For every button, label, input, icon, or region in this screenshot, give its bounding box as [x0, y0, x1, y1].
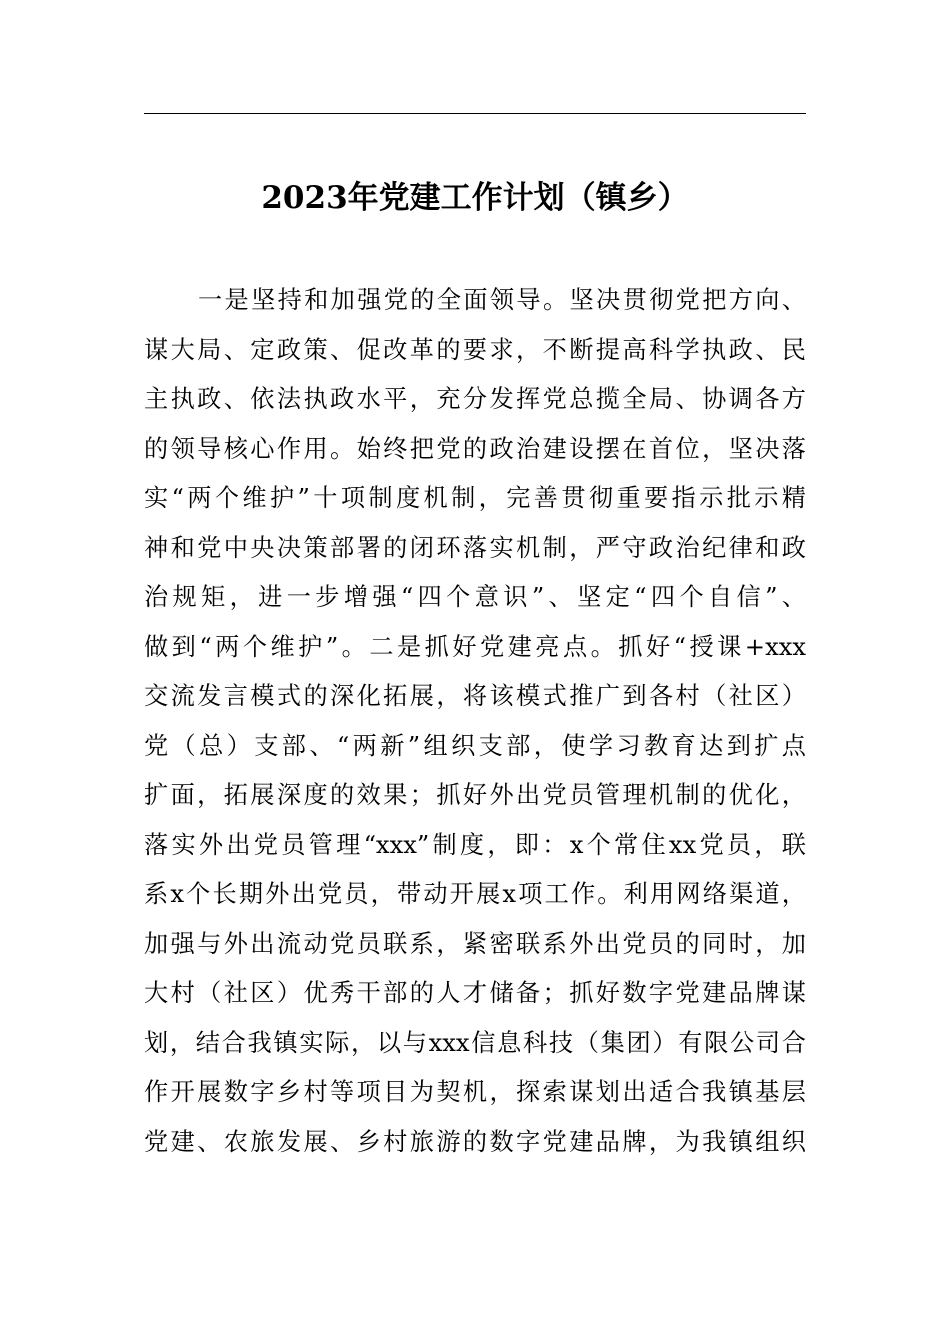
header-rule: [144, 113, 806, 114]
body-line: 交流发言模式的深化拓展，将该模式推广到各村（社区）: [144, 682, 806, 710]
body-line: 的领导核心作用。始终把党的政治建设摆在首位，坚决落: [144, 434, 806, 463]
body-line: 实“两个维护”十项制度机制，完善贯彻重要指示批示精: [144, 484, 806, 512]
body-line: 大村（社区）优秀干部的人才储备；抓好数字党建品牌谋: [144, 979, 806, 1007]
body-line: 扩面，拓展深度的效果；抓好外出党员管理机制的优化，: [144, 781, 806, 809]
body-line: 划，结合我镇实际，以与xxx信息科技（集团）有限公司合: [144, 1028, 806, 1057]
body-line: 党建、农旅发展、乡村旅游的数字党建品牌，为我镇组织: [144, 1127, 806, 1156]
body-line: 系x个长期外出党员，带动开展x项工作。利用网络渠道，: [144, 880, 806, 908]
body-line: 做到“两个维护”。二是抓好党建亮点。抓好“授课+xxx: [144, 632, 806, 661]
body-line: 治规矩，进一步增强“四个意识”、坚定“四个自信”、: [144, 583, 806, 611]
body-line: 主执政、依法执政水平，充分发挥党总揽全局、协调各方: [144, 385, 806, 413]
body-line: 党（总）支部、“两新”组织支部，使学习教育达到扩点: [144, 731, 806, 760]
body-line: 一是坚持和加强党的全面领导。坚决贯彻党把方向、: [198, 286, 806, 314]
body-line: 谋大局、定政策、促改革的要求，不断提高科学执政、民: [144, 335, 806, 364]
document-body: [144, 276, 806, 1167]
body-line: 落实外出党员管理“xxx”制度，即：x个常住xx党员，联: [144, 830, 806, 859]
body-line: 作开展数字乡村等项目为契机，探索谋划出适合我镇基层: [144, 1078, 806, 1106]
document-title: 2023年党建工作计划（镇乡）: [261, 180, 689, 216]
body-line: 加强与外出流动党员联系，紧密联系外出党员的同时，加: [144, 929, 806, 958]
body-line: 神和党中央决策部署的闭环落实机制，严守政治纪律和政: [144, 533, 806, 562]
